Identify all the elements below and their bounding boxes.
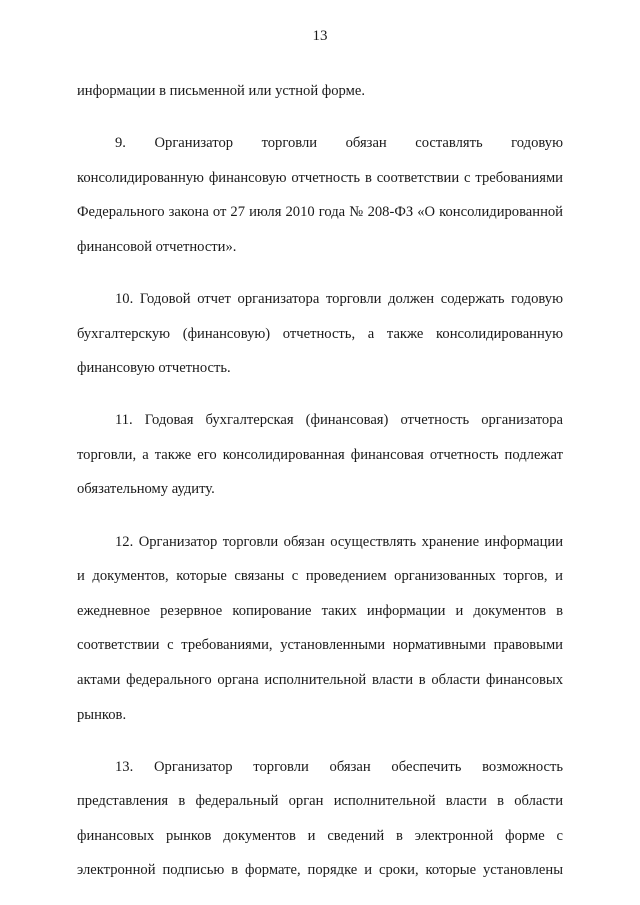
paragraph-10: 10. Годовой отчет организатора торговли должен содержать годовую бухгалтерскую (финансовую) отчетность, а также консолидированную финансовую отчетность. <box>77 290 563 377</box>
paragraph-9: 9. Организатор торговли обязан составлять годовую консолидированную финансовую отчетность в соответствии с требованиями Федерального закона от 27 июля 2010 года № 208-ФЗ «О консолидированной финансовой отчетности». <box>77 135 563 255</box>
paragraph-11: 11. Годовая бухгалтерская (финансовая) отчетность организатора торговли, а также его консолидированная финансовая отчетность подлежат обязательному аудиту. <box>77 412 563 498</box>
paragraph-continuation: информации в письменной или устной форме. <box>77 83 365 99</box>
page-number: 13 <box>312 28 328 44</box>
paragraph-13: 13. Организатор торговли обязан обеспечить возможность представления в федеральный орган исполнительной власти в области финансовых рынков документов и сведений в электронной форме с электронной подписью в формате, порядке и сроки, которые установлены <box>77 758 563 879</box>
document-body <box>77 74 563 888</box>
paragraph-12: 12. Организатор торговли обязан осуществлять хранение информации и документов, которые связаны с проведением организованных торгов, и ежедневное резервное копирование таких информации и документов в соответствии с требованиями, установленными нормативными правовыми актами федерального органа исполнительной власти в области финансовых рынков. <box>77 533 563 723</box>
